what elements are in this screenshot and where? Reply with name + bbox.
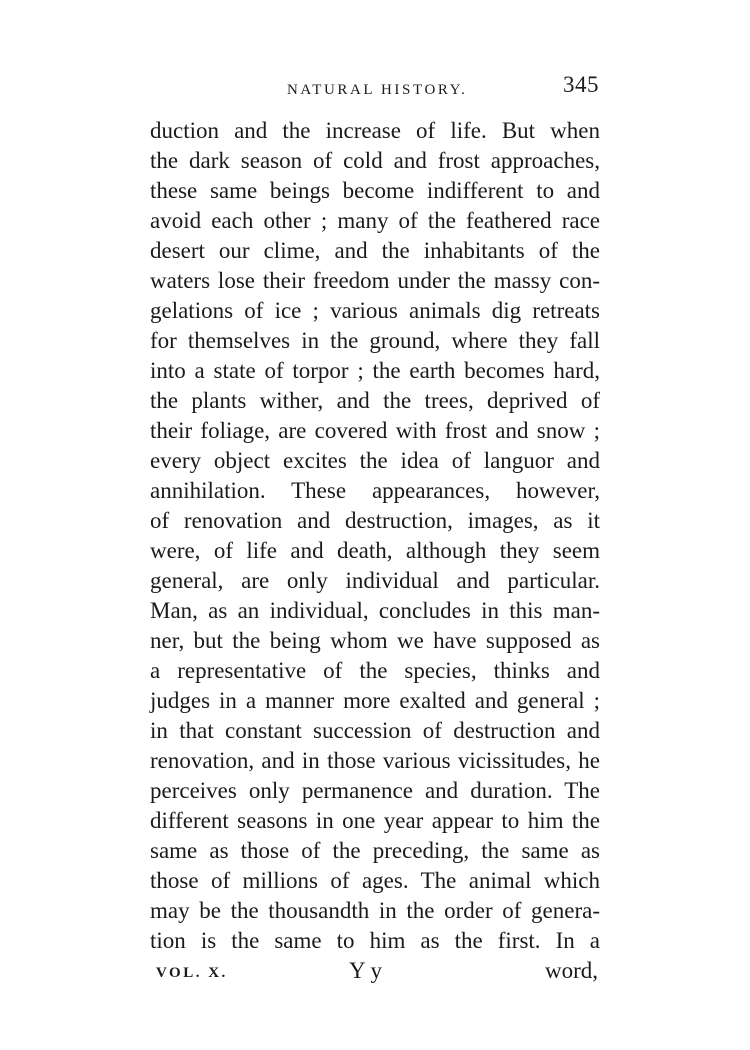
text-line: renovation, and in those various vicissitudes, he	[150, 748, 600, 773]
text-line: waters lose their freedom under the massy con-	[150, 268, 600, 293]
catchword: word,	[544, 958, 598, 983]
text-line: avoid each other ; many of the feathered race	[150, 208, 600, 233]
running-head	[0, 70, 750, 110]
text-line: judges in a manner more exalted and general ;	[150, 688, 600, 713]
text-line: duction and the increase of life. But when	[150, 118, 600, 143]
text-line: desert our clime, and the inhabitants of the	[150, 238, 600, 263]
page-number: 345	[563, 72, 599, 97]
text-line: were, of life and death, although they seem	[150, 538, 600, 563]
signature-mark: Y y	[349, 958, 383, 983]
text-line: Man, as an individual, concludes in this man-	[150, 598, 600, 623]
text-line: the dark season of cold and frost approaches,	[150, 148, 600, 173]
text-line: the plants wither, and the trees, deprived of	[150, 388, 600, 413]
text-line: general, are only individual and particular.	[150, 568, 600, 593]
text-line: those of millions of ages. The animal which	[150, 868, 600, 893]
text-line: annihilation. These appearances, however,	[150, 478, 600, 503]
text-line: in that constant succession of destruction and	[150, 718, 600, 743]
text-line: of renovation and destruction, images, as it	[150, 508, 600, 533]
text-line: same as those of the preceding, the same as	[150, 838, 600, 863]
text-line: gelations of ice ; various animals dig retreats	[150, 298, 600, 323]
text-line: may be the thousandth in the order of genera-	[150, 898, 600, 923]
text-line: different seasons in one year appear to him the	[150, 808, 600, 833]
text-line: every object excites the idea of languor and	[150, 448, 600, 473]
text-line: into a state of torpor ; the earth becomes hard,	[150, 358, 600, 383]
text-line: for themselves in the ground, where they fall	[150, 328, 600, 353]
text-line: a representative of the species, thinks and	[150, 658, 600, 683]
text-line: their foliage, are covered with frost and snow ;	[150, 418, 600, 443]
text-line: ner, but the being whom we have supposed as	[150, 628, 600, 653]
text-line: these same beings become indifferent to and	[150, 178, 600, 203]
text-line: tion is the same to him as the first. In a	[150, 928, 600, 953]
volume-mark: VOL. X.	[156, 965, 228, 981]
running-title: NATURAL HISTORY.	[287, 82, 468, 98]
body-text	[150, 116, 600, 956]
footer-signature-line	[150, 956, 600, 986]
text-line: perceives only permanence and duration. The	[150, 778, 600, 803]
